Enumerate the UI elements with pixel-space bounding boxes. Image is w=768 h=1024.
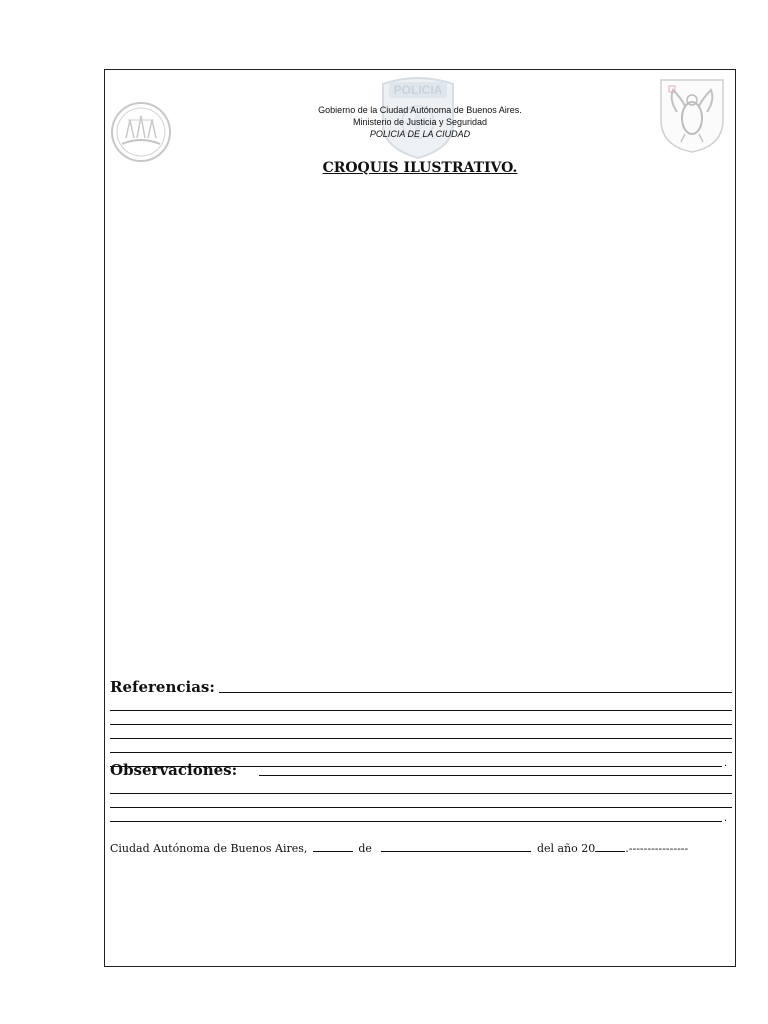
badge-text: POLICIA (393, 83, 443, 97)
sketch-area[interactable] (113, 188, 727, 668)
date-de: de (358, 842, 372, 855)
ministry-line: Ministerio de Justicia y Seguridad (352, 117, 488, 127)
observaciones-line[interactable] (110, 793, 732, 794)
date-suffix: .---------------- (625, 842, 689, 855)
header-block (105, 104, 735, 140)
referencias-line[interactable] (110, 710, 732, 711)
observaciones-line[interactable] (110, 807, 732, 808)
referencias-line[interactable] (110, 752, 732, 753)
referencias-label: Referencias: (110, 678, 215, 696)
day-field[interactable] (313, 850, 353, 852)
referencias-section (110, 678, 732, 767)
referencias-line[interactable] (110, 724, 732, 725)
observaciones-label: Observaciones: (110, 761, 238, 779)
observaciones-section (110, 761, 732, 822)
police-line: POLICIA DE LA CIUDAD (369, 129, 471, 139)
date-line (110, 842, 732, 855)
observaciones-line[interactable] (110, 821, 722, 822)
date-prefix: Ciudad Autónoma de Buenos Aires, (110, 842, 308, 855)
government-line: Gobierno de la Ciudad Autónoma de Buenos Aires. (318, 105, 522, 115)
referencias-line[interactable] (110, 738, 732, 739)
date-year-label: del año 20 (536, 842, 596, 855)
observaciones-line[interactable] (259, 774, 732, 776)
document-frame (104, 69, 736, 967)
page-title: CROQUIS ILUSTRATIVO. (322, 160, 518, 176)
referencias-line[interactable] (219, 691, 732, 693)
month-field[interactable] (381, 850, 531, 852)
year-field[interactable] (595, 850, 625, 852)
